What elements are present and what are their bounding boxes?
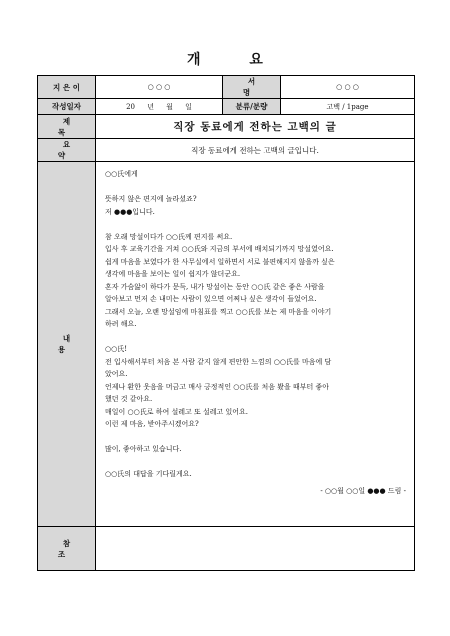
reference-value xyxy=(96,527,415,571)
letter-line: 전 입사해서부터 처음 본 사람 같지 않게 편안한 느낌의 ○○氏를 마음에 담 xyxy=(105,357,332,366)
author-label: 지 은 이 xyxy=(38,76,96,99)
letter-line xyxy=(105,456,406,469)
letter-line: ○○氏! xyxy=(105,345,128,353)
letter-line xyxy=(105,431,406,444)
letter-line: 참 오래 망설이다가 ○○氏께 편지를 써요. xyxy=(105,232,233,241)
letter-line: ○○氏에게 xyxy=(105,170,138,178)
letter-line: 생각에 마음을 보이는 일이 쉽지가 않더군요. xyxy=(105,270,241,278)
letter-line: 그래서 오늘, 오랜 망설임에 마침표를 찍고 ○○氏를 보는 제 마음을 이야기 xyxy=(105,307,332,316)
letter-line: 뜻하지 않은 편지에 놀라셨죠? xyxy=(105,195,197,203)
letter-line: 쉽게 마음을 보였다가 한 사무실에서 일하면서 서로 불편해지지 않을까 싶은 xyxy=(105,257,335,266)
letter-line: 언제나 환한 웃음을 머금고 매사 긍정적인 ○○氏를 처음 봤을 때부터 좋아 xyxy=(105,382,330,391)
overview-form-table xyxy=(37,75,415,571)
category-value: 고백 / 1page xyxy=(281,99,415,115)
letter-line: 하려 해요. xyxy=(105,320,137,328)
letter-line xyxy=(105,331,406,344)
letter-line xyxy=(105,181,406,194)
letter-line: 입사 후 교육기간을 거쳐 ○○氏와 지금의 부서에 배치되기까지 망설였어요. xyxy=(105,245,334,253)
category-label: 분류/분량 xyxy=(223,99,281,115)
letter-line: ○○氏의 대답을 기다릴게요. xyxy=(105,470,192,478)
summary-label: 요 약 xyxy=(38,139,96,162)
date-value: 20 년 월 일 xyxy=(96,99,223,115)
letter-line: 알아보고 먼저 손 내미는 사람이 있으면 어쩌나 싶은 생각이 들었어요. xyxy=(105,295,317,303)
summary-value: 직장 동료에게 전하는 고백의 글입니다. xyxy=(96,139,415,162)
letter-line: 이런 제 마음, 받아주시겠어요? xyxy=(105,420,199,428)
letter-line: 매일이 ○○氏로 하여 설레고 또 설레고 있어요. xyxy=(105,407,248,416)
letter-line: 저 ●●●입니다. xyxy=(105,207,155,216)
subject-value: 직장 동료에게 전하는 고백의 글 xyxy=(96,115,415,139)
signature-value: ○ ○ ○ xyxy=(281,76,415,99)
author-value: ○ ○ ○ xyxy=(96,76,223,99)
signature-line: - ○○월 ○○일 ●●● 드림 - xyxy=(320,486,406,495)
signature-label: 서 명 xyxy=(223,76,281,99)
content-label: 내 용 xyxy=(38,162,96,527)
letter-line: 많이, 좋아하고 있습니다. xyxy=(105,445,182,453)
subject-label: 제 목 xyxy=(38,115,96,139)
document-title: 개 요 xyxy=(187,52,285,68)
letter-line: 했던 것 같아요. xyxy=(105,395,153,403)
content-body xyxy=(96,162,415,527)
letter-text xyxy=(105,168,406,481)
letter-line: 았어요. xyxy=(105,370,128,378)
date-label: 작성일자 xyxy=(38,99,96,115)
letter-line: 혼자 가슴앓이 하다가 문득, 내가 망설이는 동안 ○○氏 같은 좋은 사람을 xyxy=(105,282,325,291)
letter-line xyxy=(105,218,406,231)
reference-label: 참 조 xyxy=(38,527,96,571)
